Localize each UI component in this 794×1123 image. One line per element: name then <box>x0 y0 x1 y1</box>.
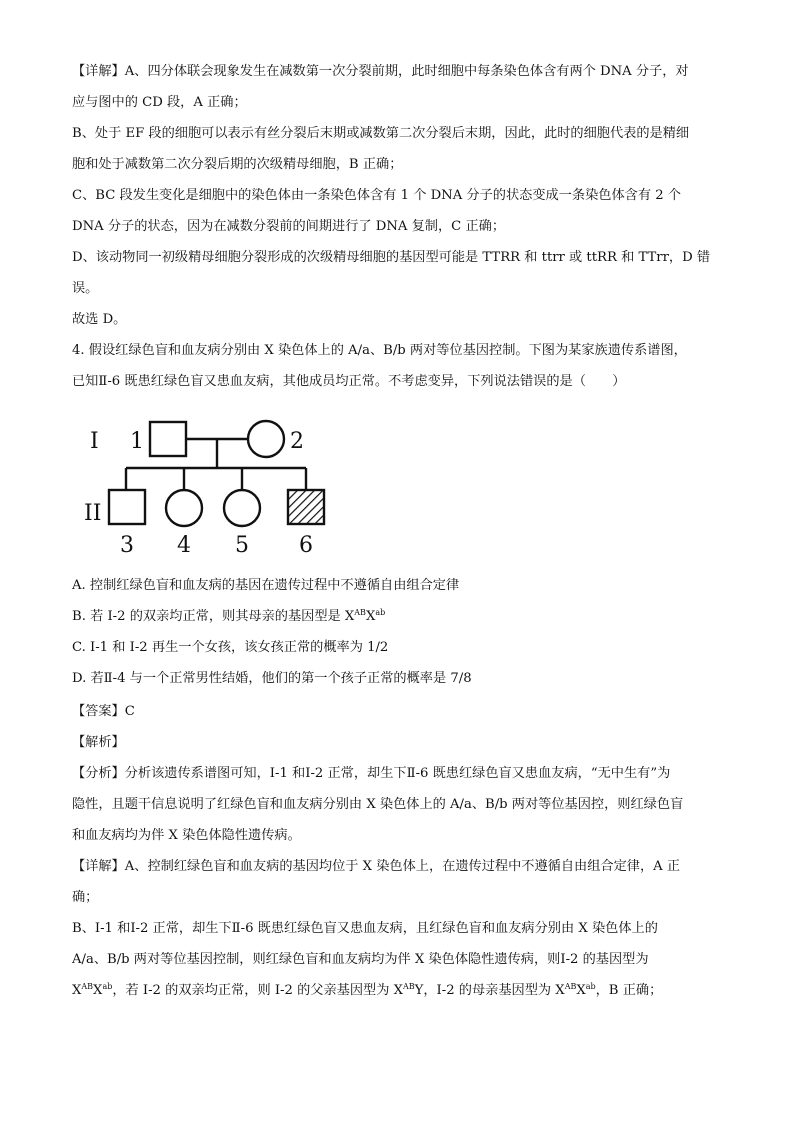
individual-4-label: 4 <box>177 533 191 558</box>
option-a: A. 控制红绿色盲和血友病的基因在遗传过程中不遵循自由组合定律 <box>72 578 460 593</box>
answer: 【答案】C <box>72 704 135 719</box>
analysis-line: 和血友病均为伴 X 染色体隐性遗传病。 <box>72 828 301 843</box>
female-5-symbol <box>224 490 260 526</box>
text-line: B、处于 EF 段的细胞可以表示有丝分裂后末期或减数第二次分裂后末期，因此，此时的细胞代表的是精细 <box>72 126 690 141</box>
analysis-line: 确； <box>72 890 99 905</box>
option-b: B. 若 I-2 的双亲均正常，则其母亲的基因型是 $X^{AB}X^{ab}$ <box>72 608 386 624</box>
text-line: D、该动物同一初级精母细胞分裂形成的次级精母细胞的基因型可能是 TTRR 和 ttrr 或 ttRR 和 TTrr，D 错 <box>72 250 711 265</box>
individual-2-label: 2 <box>290 429 304 454</box>
question-4-stem: 4. 假设红绿色盲和血友病分别由 X 染色体上的 A/a、B/b 两对等位基因控制。下图为某家族遗传系谱图， <box>72 343 687 358</box>
question-4-stem: 已知Ⅱ-6 既患红绿色盲又患血友病，其他成员均正常。不考虑变异，下列说法错误的是（ ） <box>72 374 626 389</box>
option-c: C. I-1 和 I-2 再生一个女孩，该女孩正常的概率为 1/2 <box>72 640 389 655</box>
analysis-line: B、Ⅰ-1 和Ⅰ-2 正常，却生下Ⅱ-6 既患红绿色盲又患血友病，且红绿色盲和血友病分别由 X 染色体上的 <box>72 921 658 936</box>
option-d: D. 若Ⅱ-4 与一个正常男性结婚，他们的第一个孩子正常的概率是 7/8 <box>72 671 472 686</box>
text-line: 应与图中的 CD 段，A 正确； <box>72 95 247 110</box>
text-line: 胞和处于减数第二次分裂后期的次级精母细胞，B 正确； <box>72 157 403 172</box>
male-1-symbol <box>150 422 186 456</box>
text-line: C、BC 段发生变化是细胞中的染色体由一条染色体含有 1 个 DNA 分子的状态变成一条染色体含有 2 个 <box>72 188 681 203</box>
affected-male-6-symbol <box>288 490 324 524</box>
male-3-symbol <box>109 490 145 524</box>
pedigree-diagram <box>80 410 340 560</box>
analysis-line: $X^{AB}X^{ab}$，若 I-2 的双亲均正常，则 I-2 的父亲基因型为 $X^{AB}Y$，I-2 的母亲基因型为 $X^{AB}X^{ab}$，B 正确； <box>72 982 663 998</box>
analysis-line: 【分析】分析该遗传系谱图可知，Ⅰ-1 和Ⅰ-2 正常，却生下Ⅱ-6 既患红绿色盲又患血友病，“无中生有”为 <box>72 766 671 781</box>
generation-1-label: I <box>90 429 99 454</box>
text-line: 【详解】A、四分体联会现象发生在减数第一次分裂前期，此时细胞中每条染色体含有两个 DNA 分子，对 <box>72 64 689 79</box>
female-2-symbol <box>248 421 284 457</box>
text-line: 误。 <box>72 281 99 296</box>
analysis-line: 【详解】A、控制红绿色盲和血友病的基因均位于 X 染色体上，在遗传过程中不遵循自由组合定律，A 正 <box>72 859 681 874</box>
female-4-symbol <box>166 490 202 526</box>
text-line: 故选 D。 <box>72 312 127 327</box>
analysis-line: A/a、B/b 两对等位基因控制，则红绿色盲和血友病均为伴 X 染色体隐性遗传病，则Ⅰ-2 的基因型为 <box>72 952 649 967</box>
text-line: DNA 分子的状态，因为在减数分裂前的间期进行了 DNA 复制，C 正确； <box>72 219 506 234</box>
individual-1-label: 1 <box>130 429 144 454</box>
analysis-line: 隐性，且题干信息说明了红绿色盲和血友病分别由 X 染色体上的 A/a、B/b 两对等位基因控，则红绿色盲 <box>72 797 684 812</box>
individual-3-label: 3 <box>120 533 134 558</box>
individual-6-label: 6 <box>299 533 313 558</box>
analysis-heading: 【解析】 <box>72 735 125 750</box>
generation-2-label: II <box>84 501 102 526</box>
individual-5-label: 5 <box>235 533 249 558</box>
